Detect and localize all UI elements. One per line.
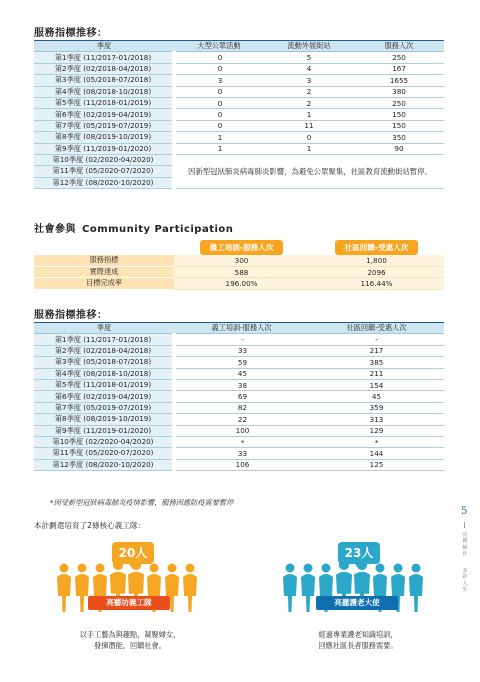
section3-title: 服務指標推移： <box>34 310 108 321</box>
quarter-cell: 第4季度 (08/2018-10/2018) <box>34 368 174 379</box>
value-cell: 100 <box>174 425 309 436</box>
value-cell: 3 <box>174 75 264 86</box>
header-quarter: 季度 <box>34 41 174 52</box>
quarter-cell: 第12季度 (08/2020-10/2020) <box>34 459 174 470</box>
header-community-feedback: 社區回饋-受惠人次 <box>309 323 444 334</box>
section2-title <box>34 220 233 235</box>
value-cell: 154 <box>309 379 444 390</box>
value-cell: 59 <box>174 357 309 368</box>
table-row <box>34 391 444 402</box>
value-cell: - <box>174 334 309 345</box>
value-cell: 250 <box>354 52 444 63</box>
table-row <box>34 120 444 131</box>
value-cell: 144 <box>309 448 444 459</box>
section2-title-zh: 社會參與 <box>34 224 76 235</box>
quarter-cell: 第3季度 (05/2018-07/2018) <box>34 357 174 368</box>
value-cell: 11 <box>264 120 354 131</box>
person-head <box>304 564 313 573</box>
table-row <box>34 357 444 368</box>
section2-title-en: Community Participation <box>82 224 234 235</box>
person-body <box>57 574 71 612</box>
table-row <box>34 63 444 74</box>
value-cell: 2 <box>264 86 354 97</box>
quarter-cell: 第11季度 (05/2020-07/2020) <box>34 166 174 177</box>
quarter-cell: 第8季度 (08/2019-10/2019) <box>34 414 174 425</box>
service-index-table-2 <box>34 322 444 471</box>
service-index-table-1 <box>34 40 444 189</box>
value-cell: 0 <box>174 97 264 108</box>
person-head <box>376 564 385 573</box>
table-row <box>34 266 444 277</box>
right-team-banner: 亮麗護老大使 <box>316 596 398 610</box>
quarter-cell: 第1季度 (11/2017-01/2018) <box>34 52 174 63</box>
quarter-cell: 第5季度 (11/2018-01/2019) <box>34 379 174 390</box>
value-cell: 45 <box>174 368 309 379</box>
value-cell: 106 <box>174 459 309 470</box>
table-row <box>34 368 444 379</box>
table-row <box>34 379 444 390</box>
footnote: *因受新型冠狀病毒肺炎疫情影響，服務因應防疫需要暫停 <box>50 498 234 507</box>
value-cell: 1655 <box>354 75 444 86</box>
value-cell: 150 <box>354 109 444 120</box>
value-cell: 250 <box>354 97 444 108</box>
metric-value: 300 <box>174 255 309 266</box>
value-cell: * <box>174 436 309 447</box>
right-caption-line1: 經過專業護老知識培訓， <box>318 630 398 639</box>
table-row <box>34 345 444 356</box>
quarter-cell: 第5季度 (11/2018-01/2019) <box>34 97 174 108</box>
left-caption-line2: 發揮潛能，回饋社會。 <box>94 640 166 650</box>
table-row <box>34 52 444 63</box>
header-outreach-stations: 流動外展街站 <box>264 41 354 52</box>
value-cell: * <box>309 436 444 447</box>
table-row <box>34 334 444 345</box>
person-head <box>168 564 177 573</box>
quarter-cell: 第9季度 (11/2019-01/2020) <box>34 425 174 436</box>
header-quarter-2: 季度 <box>34 323 174 334</box>
person-body <box>75 574 89 612</box>
value-cell: 359 <box>309 402 444 413</box>
section1-title: 服務指標推移： <box>34 28 108 39</box>
quarter-cell: 第2季度 (02/2018-04/2018) <box>34 63 174 74</box>
person-body <box>183 574 197 612</box>
suspension-note: 因新型冠狀肺炎病毒肺炎影響，為避免公眾聚集，社區教育流動街站暫停。 <box>174 154 444 188</box>
value-cell: 3 <box>264 75 354 86</box>
table-row <box>34 132 444 143</box>
table-row <box>34 154 444 165</box>
metric-value: 588 <box>174 266 309 277</box>
quarter-cell: 第3季度 (05/2018-07/2018) <box>34 75 174 86</box>
table-row <box>34 402 444 413</box>
quarter-cell: 第4季度 (08/2018-10/2018) <box>34 86 174 97</box>
page-number: 5 <box>461 506 468 517</box>
table-row <box>34 425 444 436</box>
right-caption <box>268 630 448 651</box>
left-caption-line1: 以手工藝為與趣點，凝聚婦女， <box>79 630 181 639</box>
table-row <box>34 414 444 425</box>
value-cell: 45 <box>309 391 444 402</box>
person-head <box>357 560 367 570</box>
value-cell: 0 <box>174 109 264 120</box>
left-team-banner: 亮藝坊義工隊 <box>88 596 170 610</box>
quarter-cell: 第6季度 (02/2019-04/2019) <box>34 391 174 402</box>
person-head <box>113 560 123 570</box>
service-index-table-2-body <box>34 334 444 471</box>
table-row <box>34 436 444 447</box>
value-cell: 90 <box>354 143 444 154</box>
community-feedback-header: 社區回饋-受惠人次 <box>335 240 419 255</box>
right-caption-line2: 回應社區長者服務需要。 <box>318 640 398 650</box>
quarter-cell: 第7季度 (05/2019-07/2019) <box>34 120 174 131</box>
quarter-cell: 第1季度 (11/2017-01/2018) <box>34 334 174 345</box>
value-cell: 0 <box>174 86 264 97</box>
value-cell: 0 <box>174 52 264 63</box>
person-head <box>394 564 403 573</box>
metric-label: 目標完成率 <box>34 278 174 289</box>
header-volunteer-training: 義工培訓-服務人次 <box>174 323 309 334</box>
value-cell: 313 <box>309 414 444 425</box>
metric-label: 實際達成 <box>34 266 174 277</box>
sidebar-text-top: 亮麗婦社 <box>462 532 468 558</box>
value-cell: 0 <box>264 132 354 143</box>
value-cell: 4 <box>264 63 354 74</box>
community-participation-table <box>34 240 444 290</box>
quarter-cell: 第10季度 (02/2020-04/2020) <box>34 154 174 165</box>
blank-header <box>34 240 174 255</box>
right-count-bubble: 23人 <box>338 542 380 564</box>
quarter-cell: 第10季度 (02/2020-04/2020) <box>34 436 174 447</box>
value-cell: 22 <box>174 414 309 425</box>
table-row <box>34 143 444 154</box>
metric-value: 196.00% <box>174 278 309 289</box>
person-head <box>412 564 421 573</box>
value-cell: 5 <box>264 52 354 63</box>
person-head <box>150 564 159 573</box>
value-cell: 2 <box>264 97 354 108</box>
table-row <box>34 459 444 470</box>
volunteer-intro: 本計劃還培育了2條核心義工隊： <box>34 521 146 530</box>
table-row <box>34 255 444 266</box>
table-row <box>34 75 444 86</box>
table-row <box>34 97 444 108</box>
person-body <box>409 574 423 612</box>
person-head <box>60 564 69 573</box>
value-cell: 211 <box>309 368 444 379</box>
person-body <box>301 574 315 612</box>
service-index-table-1-body <box>34 52 444 189</box>
quarter-cell: 第8季度 (08/2019-10/2019) <box>34 132 174 143</box>
person-head <box>131 560 141 570</box>
left-count-bubble: 20人 <box>112 542 154 564</box>
value-cell: 1 <box>174 132 264 143</box>
metric-value: 2096 <box>309 266 444 277</box>
quarter-cell: 第11季度 (05/2020-07/2020) <box>34 448 174 459</box>
header-public-events: 大型公眾活動 <box>174 41 264 52</box>
volunteer-training-header: 義工培訓-服務人次 <box>200 240 284 255</box>
table-row <box>34 448 444 459</box>
value-cell: 38 <box>174 379 309 390</box>
header-service-count: 服務人次 <box>354 41 444 52</box>
value-cell: 69 <box>174 391 309 402</box>
value-cell: - <box>309 334 444 345</box>
value-cell: 350 <box>354 132 444 143</box>
value-cell: 125 <box>309 459 444 470</box>
person-head <box>339 560 349 570</box>
value-cell: 1 <box>264 109 354 120</box>
person-head <box>186 564 195 573</box>
metric-value: 1,800 <box>309 255 444 266</box>
value-cell: 1 <box>264 143 354 154</box>
left-caption <box>40 630 220 651</box>
metric-label: 服務指標 <box>34 255 174 266</box>
value-cell: 167 <box>354 63 444 74</box>
metric-value: 116.44% <box>309 278 444 289</box>
community-participation-table-body <box>34 255 444 289</box>
value-cell: 33 <box>174 448 309 459</box>
quarter-cell: 第7季度 (05/2019-07/2019) <box>34 402 174 413</box>
table-row <box>34 109 444 120</box>
table-row <box>34 278 444 289</box>
table-row <box>34 86 444 97</box>
value-cell: 385 <box>309 357 444 368</box>
quarter-cell: 第12季度 (08/2020-10/2020) <box>34 177 174 188</box>
quarter-cell: 第9季度 (11/2019-01/2020) <box>34 143 174 154</box>
person-head <box>78 564 87 573</box>
quarter-cell: 第6季度 (02/2019-04/2019) <box>34 109 174 120</box>
value-cell: 0 <box>174 63 264 74</box>
value-cell: 150 <box>354 120 444 131</box>
quarter-cell: 第2季度 (02/2018-04/2018) <box>34 345 174 356</box>
person-head <box>322 564 331 573</box>
sidebar-divider <box>464 522 465 528</box>
value-cell: 217 <box>309 345 444 356</box>
value-cell: 82 <box>174 402 309 413</box>
value-cell: 129 <box>309 425 444 436</box>
value-cell: 380 <box>354 86 444 97</box>
sidebar-text-bottom: 多彩人生 <box>462 568 468 594</box>
value-cell: 1 <box>174 143 264 154</box>
value-cell: 33 <box>174 345 309 356</box>
value-cell: 0 <box>174 120 264 131</box>
person-body <box>283 574 297 612</box>
person-head <box>96 564 105 573</box>
person-head <box>286 564 295 573</box>
